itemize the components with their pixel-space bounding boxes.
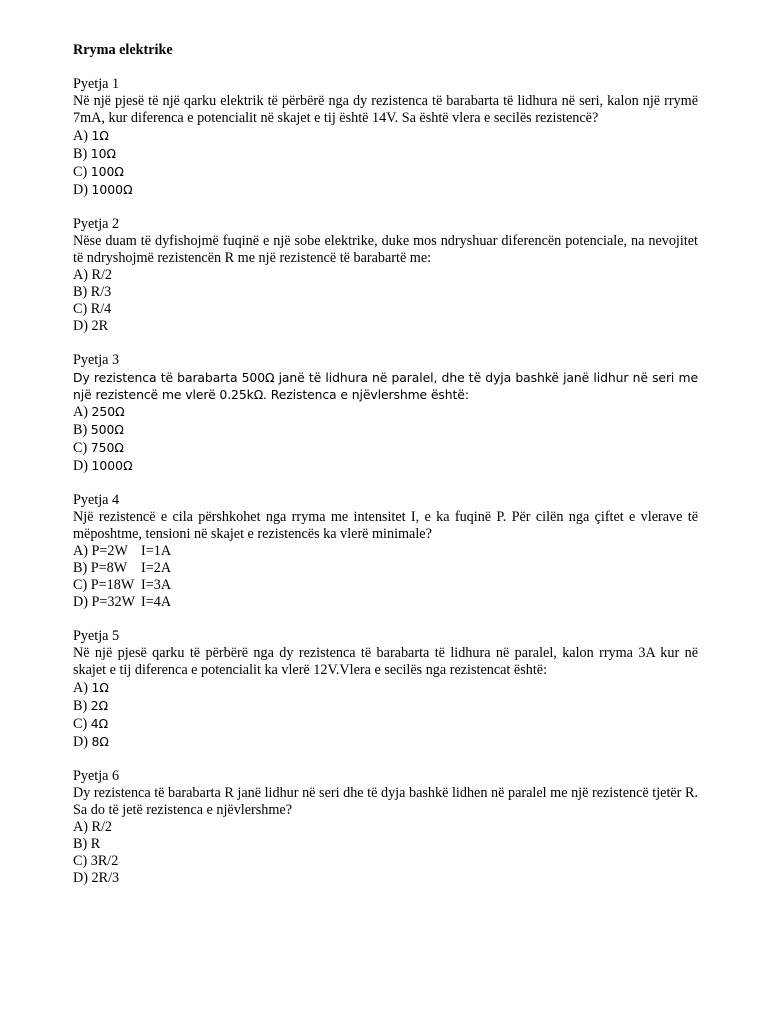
option-letter: D) <box>73 594 88 610</box>
option-letter: D) <box>73 182 88 198</box>
question-text: Në një pjesë qarku të përbërë nga dy rezistenca të barabarta të lidhura në paralel, kalon rryma 3A kur në skajet e tij diferenca e potencialit ka vlerë 12V.Vlera e secilës nga rezistencat është: <box>73 645 698 678</box>
option-value: 1Ω <box>91 680 109 695</box>
answer-option-d <box>73 594 698 611</box>
option-value: R/3 <box>90 284 112 300</box>
answer-option-a <box>73 543 698 560</box>
answer-option-c <box>73 853 698 870</box>
option-letter: D) <box>73 318 88 334</box>
question-text: Dy rezistenca të barabarta 500Ω janë të lidhura në paralel, dhe të dyja bashkë janë lidhur në seri me një rezistencë me vlerë 0.25kΩ. Rezistenca e njëvlershme është: <box>73 370 698 402</box>
question-heading: Pyetja 3 <box>73 352 120 368</box>
option-value: R/4 <box>90 301 112 317</box>
question-heading: Pyetja 2 <box>73 216 120 232</box>
answer-option-a <box>73 127 698 145</box>
answer-option-c <box>73 163 698 181</box>
option-letter: C) <box>73 853 88 869</box>
option-value: 2Ω <box>90 698 109 713</box>
option-letter: C) <box>73 440 88 456</box>
option-power: P=18W <box>90 577 135 593</box>
question-heading: Pyetja 5 <box>73 628 120 644</box>
option-value: 8Ω <box>91 734 109 749</box>
option-value: 1000Ω <box>91 458 133 473</box>
option-letter: A) <box>73 680 88 696</box>
answer-option-a <box>73 819 698 836</box>
option-value: 1000Ω <box>91 182 133 197</box>
document-title: Rryma elektrike <box>73 42 173 58</box>
question-4 <box>73 492 698 611</box>
answer-option-b <box>73 284 698 301</box>
option-letter: C) <box>73 577 88 593</box>
option-value: R/2 <box>91 819 113 835</box>
option-current: I=2A <box>141 560 172 576</box>
question-6 <box>73 768 698 887</box>
answer-option-c <box>73 439 698 457</box>
answer-option-d <box>73 181 698 199</box>
answer-option-d <box>73 870 698 887</box>
option-letter: B) <box>73 698 88 714</box>
question-text: Nëse duam të dyfishojmë fuqinë e një sobe elektrike, duke mos ndryshuar diferencën potenciale, na nevojitet të ndryshojmë rezistencën R me një rezistencë të barabartë me: <box>73 233 698 266</box>
answer-option-c <box>73 577 698 594</box>
question-text: Një rezistencë e cila përshkohet nga rryma me intensitet I, e ka fuqinë P. Për cilën nga çiftet e vlerave të mëposhtme, tensioni në skajet e rezistencës ka vlerë minimale? <box>73 509 698 542</box>
question-text: Në një pjesë të një qarku elektrik të përbërë nga dy rezistenca të barabarta të lidhura në seri, kalon një rrymë 7mA, kur diferenca e potencialit në skajet e tij është 14V. Sa është vlera e secilës rezistencë? <box>73 93 698 126</box>
option-value: 500Ω <box>90 422 124 437</box>
option-letter: D) <box>73 458 88 474</box>
option-letter: B) <box>73 560 88 576</box>
question-heading: Pyetja 1 <box>73 76 120 92</box>
question-3 <box>73 352 698 475</box>
option-letter: D) <box>73 734 88 750</box>
answer-option-b <box>73 560 698 577</box>
option-value: 3R/2 <box>90 853 119 869</box>
option-value: 250Ω <box>91 404 125 419</box>
option-value: 100Ω <box>90 164 124 179</box>
option-current: I=4A <box>141 594 172 610</box>
option-letter: C) <box>73 164 88 180</box>
answer-option-b <box>73 145 698 163</box>
option-current: I=1A <box>141 543 172 559</box>
option-letter: B) <box>73 146 88 162</box>
answer-option-b <box>73 421 698 439</box>
option-letter: C) <box>73 301 88 317</box>
option-letter: D) <box>73 870 88 886</box>
option-power: P=2W <box>91 543 128 559</box>
option-letter: B) <box>73 284 88 300</box>
option-value: 2R/3 <box>91 870 120 886</box>
option-letter: A) <box>73 819 88 835</box>
document-body <box>73 42 698 904</box>
answer-option-d <box>73 733 698 751</box>
option-letter: A) <box>73 267 88 283</box>
question-2 <box>73 216 698 335</box>
question-heading: Pyetja 4 <box>73 492 120 508</box>
question-text: Dy rezistenca të barabarta R janë lidhur në seri dhe të dyja bashkë lidhen në paralel me një rezistencë tjetër R. Sa do të jetë rezistenca e njëvlershme? <box>73 785 698 818</box>
answer-option-b <box>73 697 698 715</box>
option-current: I=3A <box>141 577 172 593</box>
answer-option-c <box>73 715 698 733</box>
answer-option-a <box>73 267 698 284</box>
option-letter: A) <box>73 404 88 420</box>
option-value: 4Ω <box>90 716 109 731</box>
option-power: P=32W <box>91 594 136 610</box>
answer-option-d <box>73 457 698 475</box>
answer-option-c <box>73 301 698 318</box>
option-value: 2R <box>91 318 109 334</box>
option-value: R <box>90 836 101 852</box>
question-5 <box>73 628 698 751</box>
option-value: 10Ω <box>90 146 116 161</box>
option-letter: B) <box>73 836 88 852</box>
option-letter: C) <box>73 716 88 732</box>
answer-option-a <box>73 403 698 421</box>
option-value: R/2 <box>91 267 113 283</box>
option-letter: B) <box>73 422 88 438</box>
answer-option-d <box>73 318 698 335</box>
question-1 <box>73 76 698 199</box>
option-value: 1Ω <box>91 128 109 143</box>
answer-option-a <box>73 679 698 697</box>
question-heading: Pyetja 6 <box>73 768 120 784</box>
option-value: 750Ω <box>90 440 124 455</box>
option-power: P=8W <box>90 560 128 576</box>
option-letter: A) <box>73 128 88 144</box>
option-letter: A) <box>73 543 88 559</box>
answer-option-b <box>73 836 698 853</box>
